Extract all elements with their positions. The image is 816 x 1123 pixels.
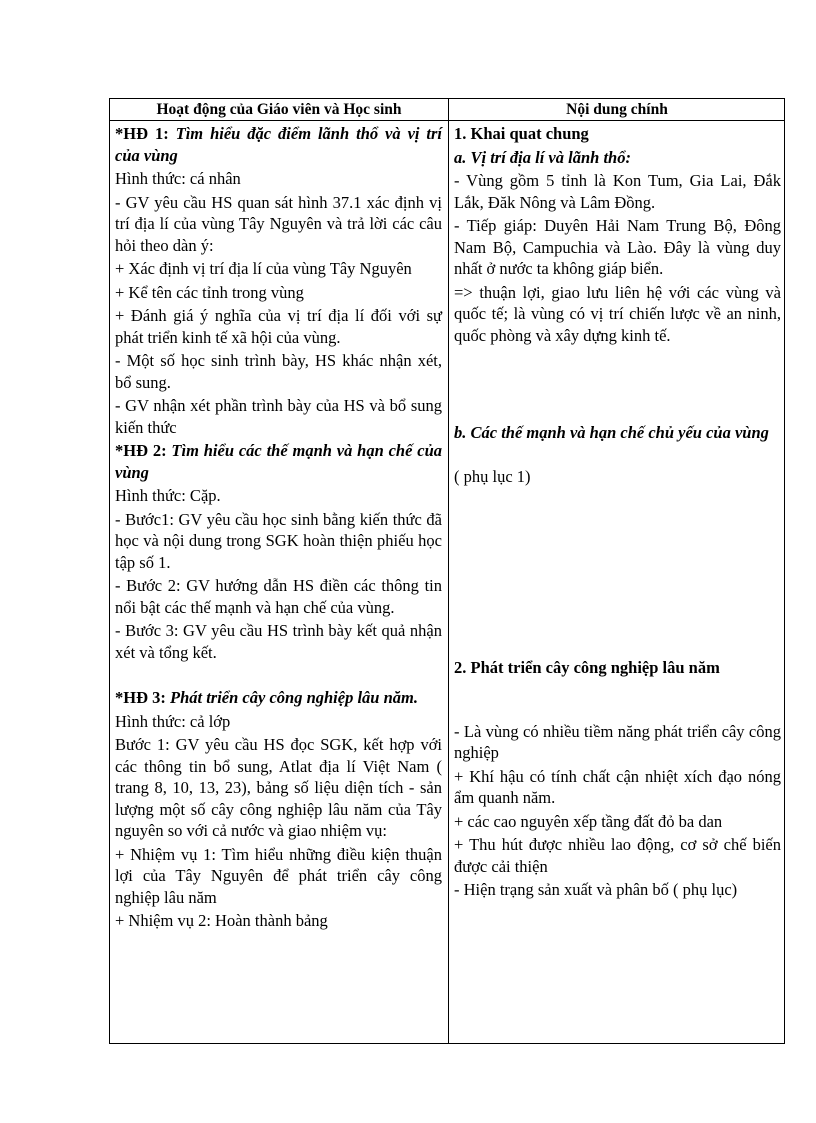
activities-column	[115, 123, 442, 934]
header-divider	[110, 120, 784, 121]
content-column	[454, 123, 781, 903]
lesson-table	[109, 98, 785, 1044]
activity-2-heading: *HĐ 2: Tìm hiểu các thế mạnh và hạn chế của vùng	[115, 441, 442, 482]
activity-1-step: + Xác định vị trí địa lí của vùng Tây Nguyên	[115, 259, 412, 278]
section-2-title: 2. Phát triển cây công nghiệp lâu năm	[454, 658, 720, 677]
spacer	[454, 348, 781, 422]
spacer	[454, 681, 781, 721]
section-1a-text: => thuận lợi, giao lưu liên hệ với các vùng và quốc tế; là vùng có vị trí chiến lược về an ninh, quốc phòng và xây dựng kinh tế.	[454, 282, 781, 345]
activity-3-step: + Nhiệm vụ 1: Tìm hiểu những điều kiện thuận lợi của Tây Nguyên để phát triển cây công nghiệp lâu năm	[115, 844, 442, 907]
section-1a-text: - Tiếp giáp: Duyên Hải Nam Trung Bộ, Đông Nam Bộ, Campuchia và Lào. Đây là vùng duy nhất ở nước ta không giáp biển.	[454, 216, 781, 278]
activity-1-heading: *HĐ 1: Tìm hiểu đặc điểm lãnh thổ và vị trí của vùng	[115, 124, 443, 165]
activity-1-step: + Kể tên các tỉnh trong vùng	[115, 282, 304, 302]
activity-1-step: + Đánh giá ý nghĩa của vị trí địa lí đối với sự phát triển kinh tế xã hội của vùng.	[115, 306, 442, 347]
section-1-title: 1. Khai quat chung	[454, 124, 589, 143]
activity-1-step: - GV yêu cầu HS quan sát hình 37.1 xác định vị trí địa lí của vùng Tây Nguyên và trả lời các câu hỏi theo dàn ý:	[115, 192, 442, 255]
activity-1-form: Hình thức: cá nhân	[115, 169, 241, 188]
activity-3-step: Bước 1: GV yêu cầu HS đọc SGK, kết hợp với các thông tin bổ sung, Atlat địa lí Việt Nam ( trang 8, 10, 13, 23), bảng số liệu diện tích - sản lượng một số cây công nghiệp lâu năm của Tây nguyên so với cả nước và giao nhiệm vụ:	[115, 735, 442, 840]
activity-3-heading: *HĐ 3: Phát triển cây công nghiệp lâu năm.	[115, 688, 418, 707]
activity-2-form: Hình thức: Cặp.	[115, 486, 221, 505]
spacer	[454, 489, 781, 657]
activity-1-step: - Một số học sinh trình bày, HS khác nhận xét, bổ sung.	[115, 351, 442, 392]
section-2-text: - Là vùng có nhiều tiềm năng phát triển cây công nghiệp	[454, 721, 781, 762]
section-1a-text: - Vùng gồm 5 tỉnh là Kon Tum, Gia Lai, Đắk Lắk, Đăk Nông và Lâm Đồng.	[454, 171, 781, 212]
activity-1-step: - GV nhận xét phần trình bày của HS và bổ sung kiến thức	[115, 396, 442, 437]
spacer	[115, 665, 442, 687]
activity-2-step: - Bước1: GV yêu cầu học sinh bằng kiến thức đã học và nội dung trong SGK hoàn thiện phiếu học tập số 1.	[115, 509, 442, 572]
activity-2-step: - Bước 2: GV hướng dẫn HS điền các thông tin nổi bật các thế mạnh và hạn chế của vùng.	[115, 576, 442, 617]
section-2-text: - Hiện trạng sản xuất và phân bố ( phụ lục)	[454, 880, 738, 899]
header-teacher-student-activities: Hoạt động của Giáo viên và Học sinh	[156, 101, 402, 118]
column-divider	[448, 99, 449, 1043]
header-main-content: Nội dung chính	[566, 101, 668, 118]
section-1a-title: a. Vị trí địa lí và lãnh thổ:	[454, 147, 631, 167]
activity-3-step: + Nhiệm vụ 2: Hoàn thành bảng	[115, 911, 328, 930]
activity-3-form: Hình thức: cả lớp	[115, 711, 231, 731]
section-1b-title: b. Các thế mạnh và hạn chế chủ yếu của vùng	[454, 423, 769, 442]
activity-2-step: - Bước 3: GV yêu cầu HS trình bày kết quả nhận xét và tổng kết.	[115, 621, 442, 662]
section-2-text: + Khí hậu có tính chất cận nhiệt xích đạo nóng ẩm quanh năm.	[454, 766, 781, 807]
section-1b-text: ( phụ lục 1)	[454, 466, 531, 486]
section-2-text: + các cao nguyên xếp tầng đất đỏ ba dan	[454, 811, 723, 831]
section-2-text: + Thu hút được nhiều lao động, cơ sở chế biến được cải thiện	[454, 835, 781, 876]
spacer	[454, 446, 781, 466]
